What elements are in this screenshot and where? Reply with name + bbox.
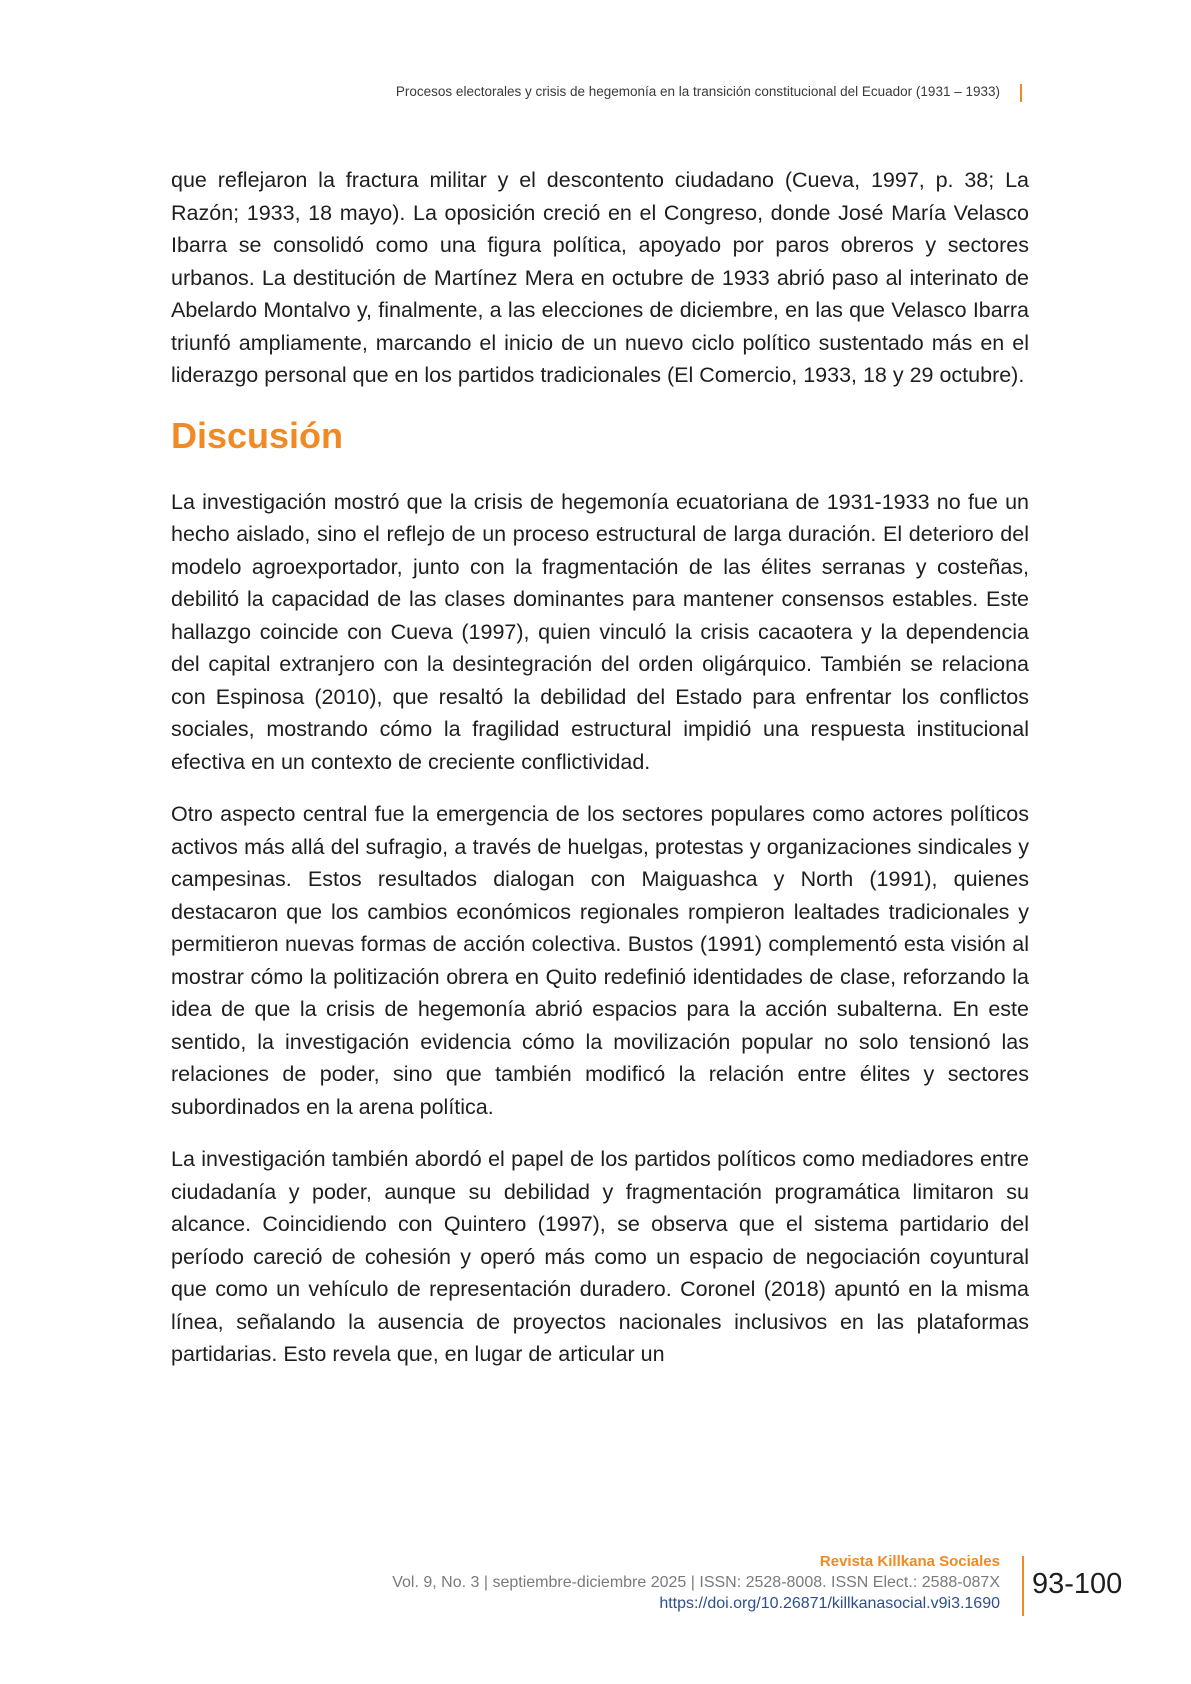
footer-accent-bar	[1022, 1556, 1024, 1616]
page-range: 93-100	[1032, 1568, 1123, 1600]
doi-link[interactable]: https://doi.org/10.26871/killkanasocial.v9i3.1690	[659, 1595, 1000, 1612]
journal-name: Revista Killkana Sociales	[819, 1553, 1000, 1570]
article-body	[171, 164, 1029, 1391]
footer-journal-info	[392, 1551, 1000, 1614]
issue-details: Vol. 9, No. 3 | septiembre-diciembre 2025 | ISSN: 2528-8008. ISSN Elect.: 2588-087X	[392, 1574, 1000, 1591]
paragraph-discussion-3: La investigación también abordó el papel de los partidos políticos como mediadores entre ciudadanía y poder, aunque su debilidad y fragmentación programática limitaron su alcance. Coincidiendo con Quintero (1997), se observa que el sistema partidario del período careció de cohesión y operó más como un espacio de negociación coyuntural que como un vehículo de representación duradero. Coronel (2018) apuntó en la misma línea, señalando la ausencia de proyectos nacionales inclusivos en las plataformas partidarias. Esto revela que, en lugar de articular un	[171, 1147, 1029, 1366]
header-accent-bar	[1020, 84, 1022, 102]
running-header: Procesos electorales y crisis de hegemonía en la transición constitucional del Ecuador (1931 – 1933)	[395, 84, 1000, 99]
section-heading-discussion: Discusión	[171, 414, 344, 456]
paragraph-discussion-1: La investigación mostró que la crisis de hegemonía ecuatoriana de 1931-1933 no fue un hecho aislado, sino el reflejo de un proceso estructural de larga duración. El deterioro del modelo agroexportador, junto con la fragmentación de las élites serranas y costeñas, debilitó la capacidad de las clases dominantes para mantener consensos estables. Este hallazgo coincide con Cueva (1997), quien vinculó la crisis cacaotera y la dependencia del capital extranjero con la desintegración del orden oligárquico. También se relaciona con Espinosa (2010), que resaltó la debilidad del Estado para enfrentar los conflictos sociales, mostrando cómo la fragilidad estructural impidió una respuesta institucional efectiva en un contexto de creciente conflictividad.	[171, 489, 1029, 774]
paragraph-discussion-2: Otro aspecto central fue la emergencia de los sectores populares como actores políticos activos más allá del sufragio, a través de huelgas, protestas y organizaciones sindicales y campesinas. Estos resultados dialogan con Maiguashca y North (1991), quienes destacaron que los cambios económicos regionales rompieron lealtades tradicionales y permitieron nuevas formas de acción colectiva. Bustos (1991) complementó esta visión al mostrar cómo la politización obrera en Quito redefinió identidades de clase, reforzando la idea de que la crisis de hegemonía abrió espacios para la acción subalterna. En este sentido, la investigación evidencia cómo la movilización popular no solo tensionó las relaciones de poder, sino que también modificó la relación entre élites y sectores subordinados en la arena política.	[171, 802, 1029, 1119]
paragraph-intro: que reflejaron la fractura militar y el descontento ciudadano (Cueva, 1997, p. 38; La Razón; 1933, 18 mayo). La oposición creció en el Congreso, donde José María Velasco Ibarra se consolidó como una figura política, apoyado por paros obreros y sectores urbanos. La destitución de Martínez Mera en octubre de 1933 abrió paso al interinato de Abelardo Montalvo y, finalmente, a las elecciones de diciembre, en las que Velasco Ibarra triunfó ampliamente, marcando el inicio de un nuevo ciclo político sustentado más en el liderazgo personal que en los partidos tradicionales (El Comercio, 1933, 18 y 29 octubre).	[171, 168, 1029, 387]
